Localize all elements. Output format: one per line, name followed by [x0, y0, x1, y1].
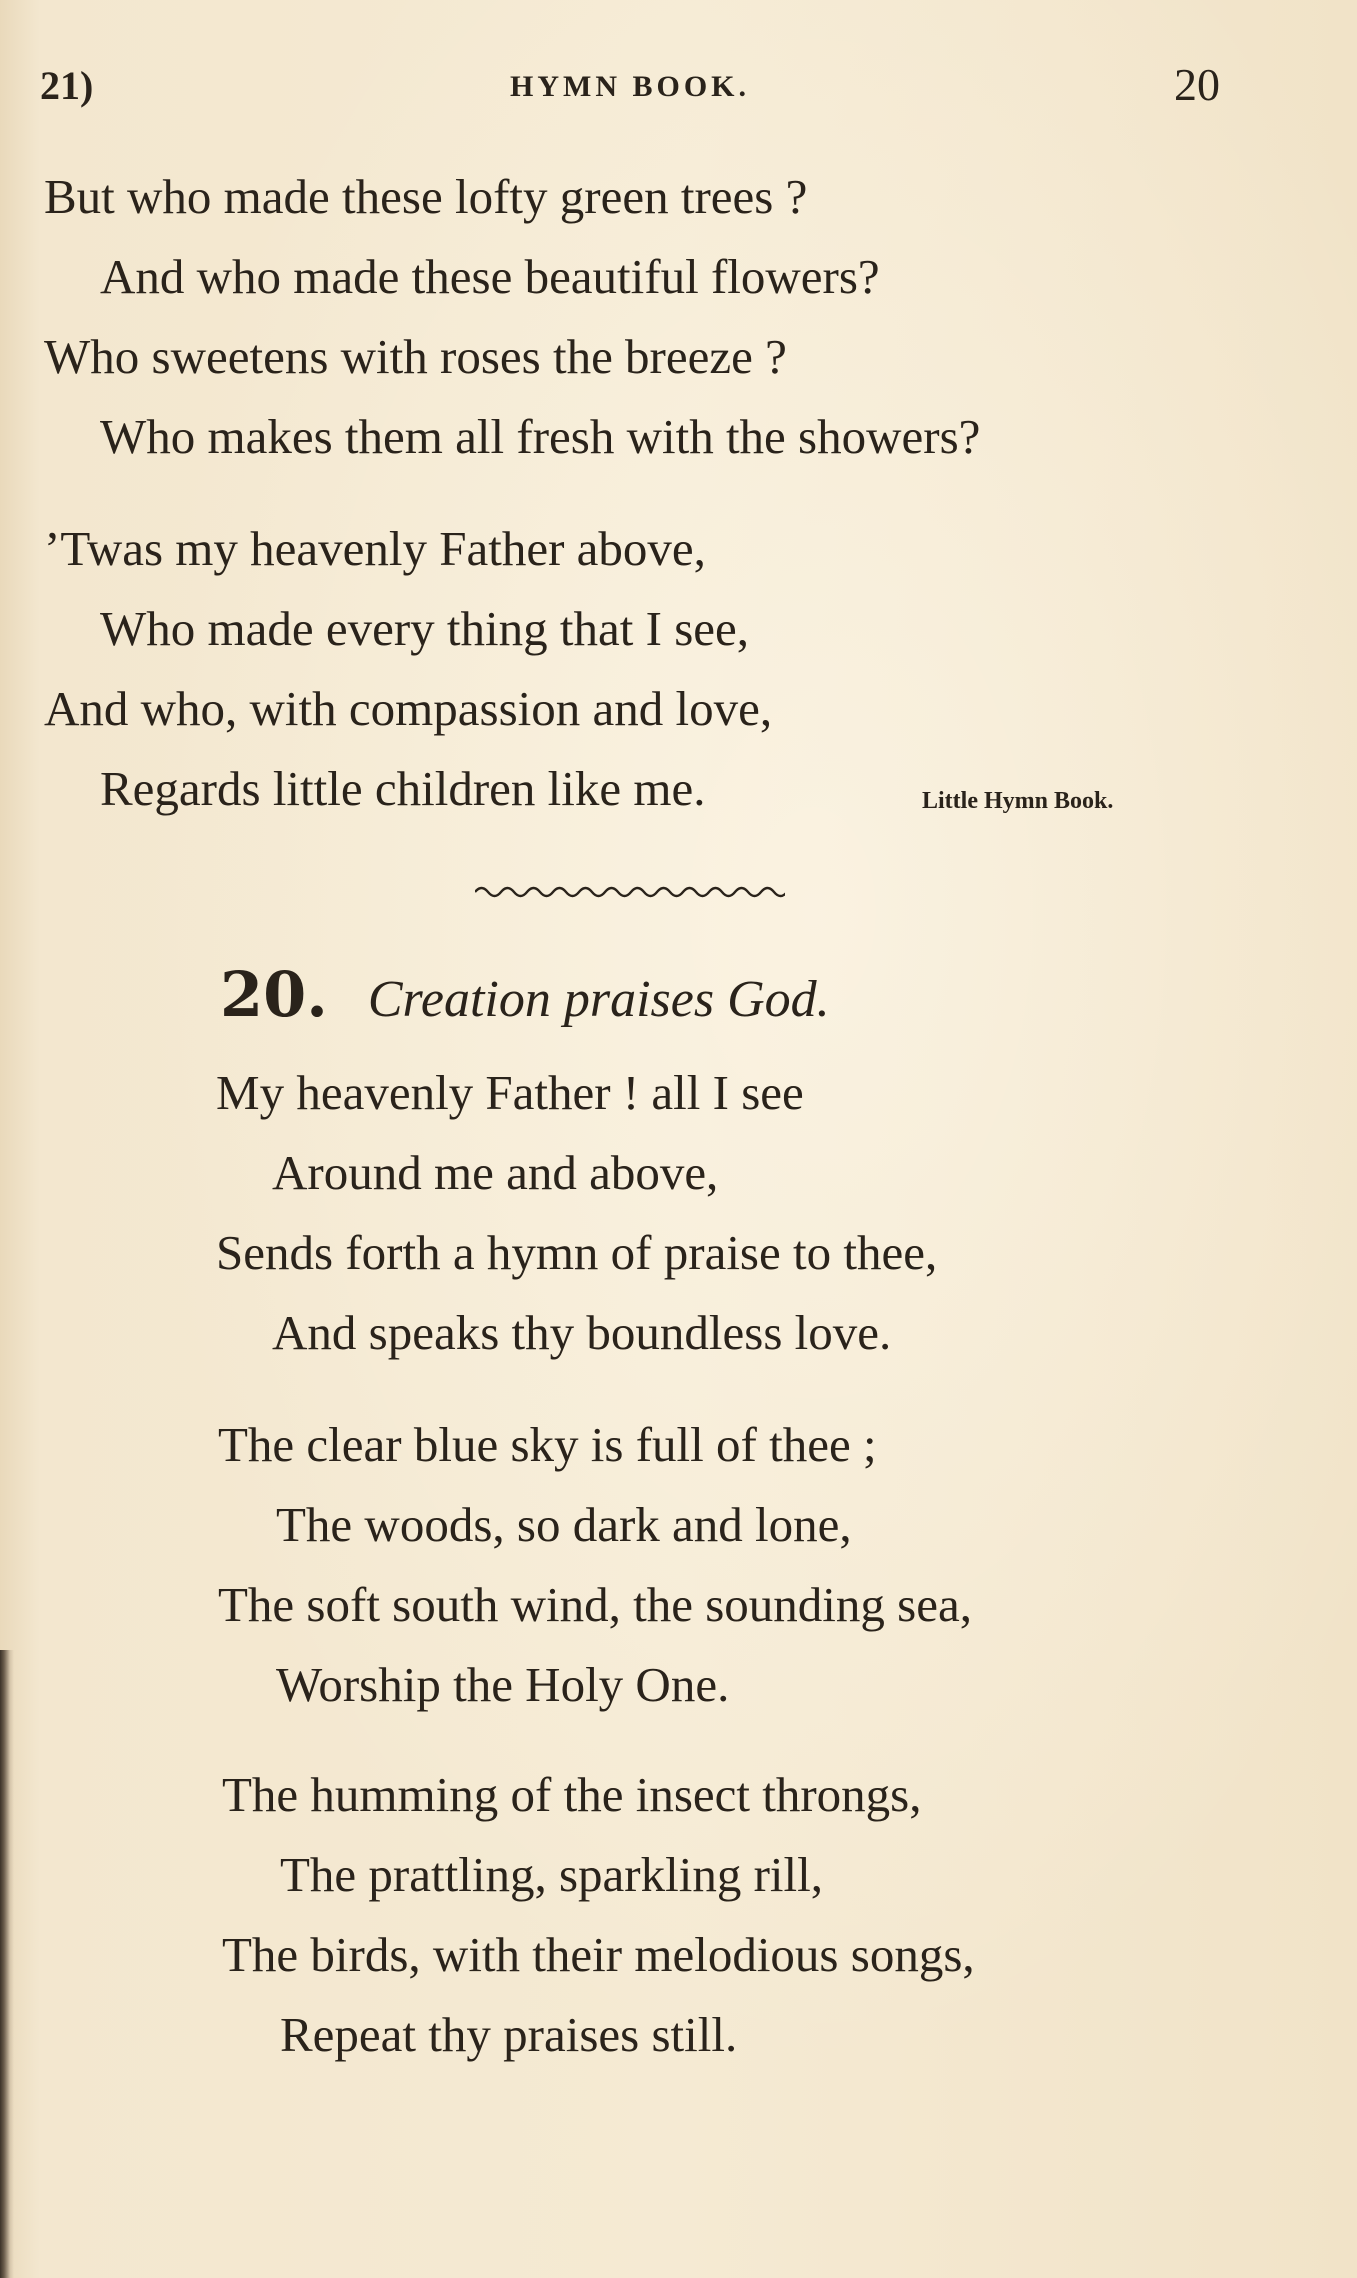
header-hymn-range: 21)	[40, 63, 94, 108]
verse-line: Worship the Holy One.	[276, 1657, 730, 1712]
verse-line: The clear blue sky is full of thee ;	[218, 1417, 877, 1472]
verse-line: And who made these beautiful flowers?	[100, 249, 880, 304]
verse-line: The prattling, sparkling rill,	[280, 1847, 823, 1902]
verse-line: The birds, with their melodious songs,	[222, 1927, 975, 1982]
verse-line: The woods, so dark and lone,	[276, 1497, 852, 1552]
verse-line: The soft south wind, the sounding sea,	[218, 1577, 972, 1632]
header-title: HYMN BOOK.	[510, 70, 750, 103]
hymn-number: 20.	[220, 958, 328, 1031]
verse-line: Who makes them all fresh with the showers?	[100, 409, 981, 464]
binding-shadow	[0, 1650, 14, 2278]
verse-line: And speaks thy boundless love.	[272, 1305, 892, 1360]
verse-line: Who made every thing that I see,	[100, 601, 750, 656]
verse-line: Around me and above,	[272, 1145, 719, 1200]
running-header	[40, 58, 1220, 108]
verse-line: My heavenly Father ! all I see	[216, 1065, 804, 1120]
page-number: 20	[1174, 59, 1220, 110]
verse-line: Who sweetens with roses the breeze ?	[44, 329, 787, 384]
verse-line: And who, with compassion and love,	[44, 681, 773, 736]
verse-line: The humming of the insect throngs,	[222, 1767, 922, 1822]
verse-line: Repeat thy praises still.	[280, 2007, 738, 2062]
verse-line: But who made these lofty green trees ?	[44, 169, 808, 224]
source-attribution: Little Hymn Book.	[922, 788, 1114, 814]
hymn-heading	[220, 958, 830, 1031]
verse-line: Sends forth a hymn of praise to thee,	[216, 1225, 938, 1280]
hymn-title: Creation praises God.	[367, 971, 830, 1028]
wavy-divider-ornament	[475, 882, 785, 902]
verse-line: ’Twas my heavenly Father above,	[44, 521, 706, 576]
verse-line: Regards little children like me.	[100, 761, 706, 816]
